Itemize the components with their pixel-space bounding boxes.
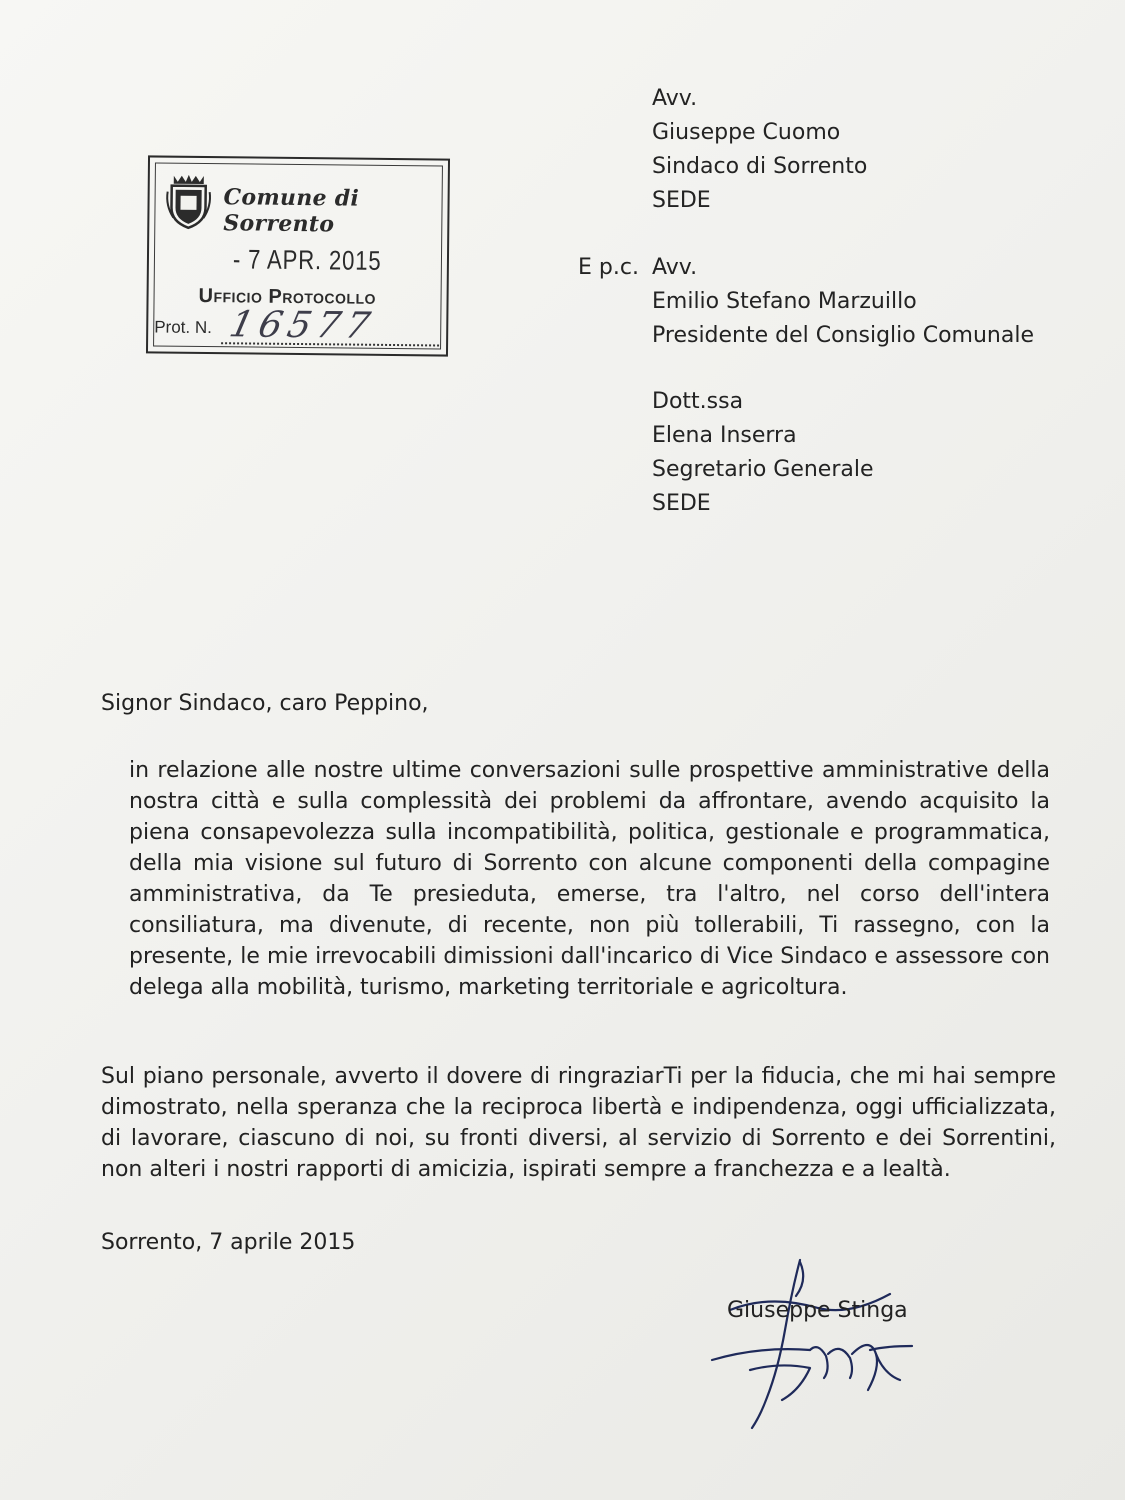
stamp-date: - 7 APR. 2015	[232, 244, 382, 276]
addressee-cc-second	[652, 385, 874, 521]
addressee-title: Avv.	[652, 86, 698, 111]
addressee-role: Sindaco di Sorrento	[652, 154, 868, 179]
salutation: Signor Sindaco, caro Peppino,	[101, 691, 429, 716]
addressee-name: Emilio Stefano Marzuillo	[652, 289, 917, 314]
coat-of-arms-icon	[163, 172, 214, 233]
paragraph-thanks: Sul piano personale, avverto il dovere di ringraziarTi per la fiducia, che mi hai sempre dimostrato, nella speranza che la reciproca libertà e indipendenza, oggi ufficializzata, di lavorare, ciascuno di noi, su fronti diversi, al servizio di Sorrento e dei Sorrentini, non alteri i nostri rapporti di amicizia, ispirati sempre a franchezza e a lealtà.	[101, 1064, 1056, 1182]
addressee-title: Avv.	[652, 255, 698, 280]
addressee-cc-first	[652, 251, 1034, 353]
addressee-name: Elena Inserra	[652, 423, 797, 448]
addressee-location: SEDE	[652, 188, 711, 213]
stamp-prot-number: 16577	[225, 304, 380, 347]
stamp-office: Ufficio Protocollo	[198, 284, 377, 309]
protocol-stamp	[146, 155, 450, 356]
stamp-municipality: Comune di Sorrento	[223, 184, 360, 238]
paragraph-resignation: in relazione alle nostre ultime conversazioni sulle prospettive amministrative della nostra città e sulla complessità dei problemi da affrontare, avendo acquisito la piena consapevolezza sulla incompatibilità, politica, gestionale e programmatica, della mia visione sul futuro di Sorrento con alcune componenti della compagine amministrativa, da Te presieduta, emerse, tra l'altro, nel corso dell'intera consiliatura, ma divenute, di recente, non più tollerabili, Ti rassegno, con la presente, le mie irrevocabili dimissioni dall'incarico di Vice Sindaco e assessore con delega alla mobilità, turismo, marketing territoriale e agricoltura.	[129, 758, 1050, 1000]
signer-name: Giuseppe Stinga	[727, 1298, 908, 1323]
addressee-role: Presidente del Consiglio Comunale	[652, 323, 1035, 348]
addressee-location: SEDE	[652, 491, 711, 516]
addressee-title: Dott.ssa	[652, 389, 744, 414]
cc-label: E p.c.	[578, 255, 639, 280]
handwritten-signature	[700, 1250, 930, 1440]
stamp-prot-label: Prot. N.	[154, 317, 212, 338]
addressee-role: Segretario Generale	[652, 457, 874, 482]
place-date: Sorrento, 7 aprile 2015	[101, 1230, 356, 1255]
addressee-name: Giuseppe Cuomo	[652, 120, 841, 145]
addressee-primary	[652, 82, 867, 218]
